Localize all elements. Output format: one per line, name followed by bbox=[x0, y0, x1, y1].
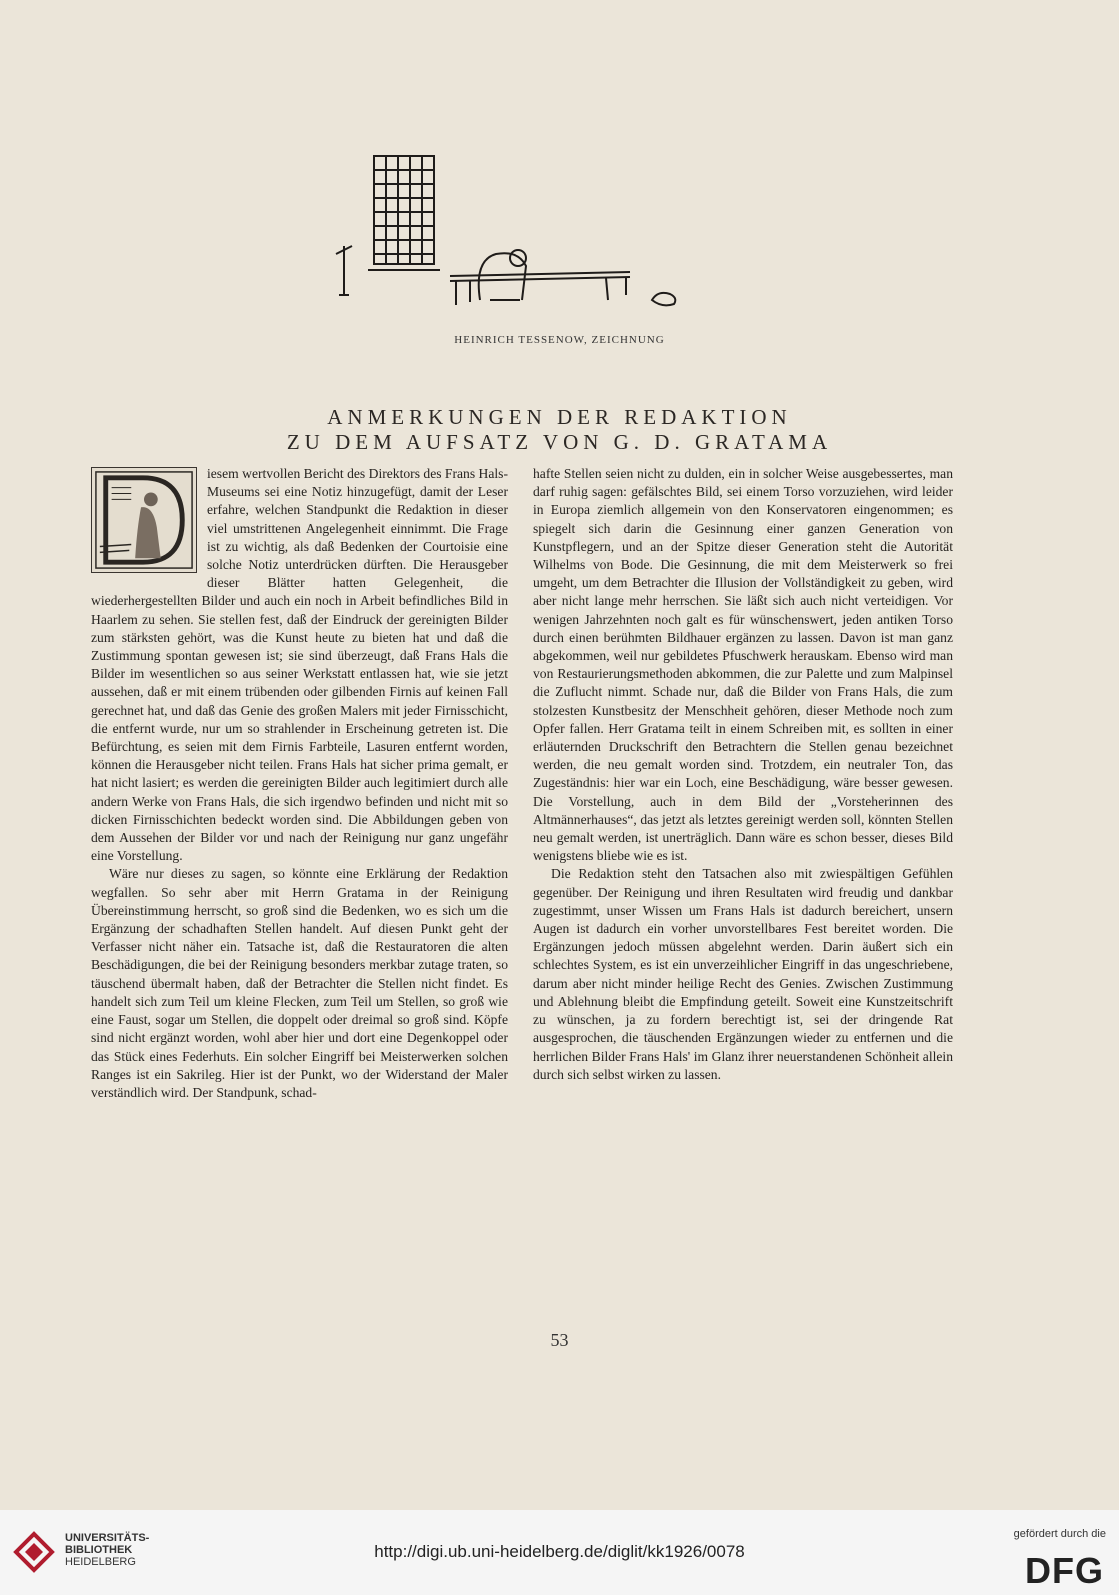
right-column bbox=[533, 465, 953, 1084]
page-number: 53 bbox=[550, 1330, 569, 1350]
funded-by-label: gefördert durch die bbox=[1013, 1528, 1106, 1540]
institution-line3: HEIDELBERG bbox=[65, 1556, 136, 1568]
dfg-logo: DFG bbox=[1025, 1550, 1104, 1591]
article-title-line2: ZU DEM AUFSATZ VON G. D. GRATAMA bbox=[286, 430, 833, 454]
drawing-illustration bbox=[330, 150, 710, 320]
permalink-url[interactable]: http://digi.ub.uni-heidelberg.de/diglit/kk1926/0078 bbox=[374, 1542, 745, 1561]
left-paragraph-1: iesem wertvollen Bericht des Direktors des Frans Hals-Museums sei eine Notiz hinzugefügt, damit der Leser erfahre, welchen Standpunkt die Redaktion in dieser viel umstrittenen Angelegenheit einnimmt. Die Frage ist zu wichtig, als daß Bedenken der Courtoisie eine solche Notiz unterdrücken dürften. Die Herausgeber dieser Blätter hatten Gelegenheit, die wiederhergestellten Bilder und auch ein noch in Arbeit befindliches Bild in Haarlem zu sehen. Sie stellen fest, daß der Eindruck der gereinigten Bilder zum stärksten gehört, was die Kunst heute zu bieten hat und daß die Zustimmung spontan gewesen ist; sie sind überzeugt, daß Frans Hals die Bilder im wesentlichen so aus seiner Werkstatt entlassen hat, wie sie jetzt aussehen, daß er mit einem trübenden oder gilbenden Firnis auf keinen Fall gerechnet hat, und daß das Genie des großen Malers mit jeder Firnisschicht, die entfernt wurde, nur um so strahlender in Erscheinung getreten ist. Die Befürchtung, es seien mit dem Firnis Farbteile, Lasuren entfernt worden, können die Herausgeber nicht teilen. Frans Hals hat sicher prima gemalt, er hat nicht lasiert; es werden die gereinigten Bilder auch legitimiert durch alle andern Werke von Frans Hals, die sich irgendwo befinden und nicht mit so dicken Firnisschichten bedeckt worden sind. Die Abbildungen geben von dem Aussehen der Bilder vor und nach der Reinigung nur ganz ungefähr eine Vorstellung. bbox=[91, 466, 508, 864]
right-paragraph-2: Die Redaktion steht den Tatsachen also mit zwiespältigen Gefühlen gegenüber. Der Reinigung und ihren Resultaten wird freudig und dankbar zugestimmt, unser Wissen um Frans Hals ist dadurch bereichert, unsern Augen ist dadurch ein vorher unvorstellbares Fest bereitet worden. Die Ergänzungen jedoch müssen abgelehnt werden. Darin äußert sich ein schlechtes System, es ist ein unverzeihlicher Eingriff in das ungeschriebene, darum aber nicht minder heilige Recht des Genies. Zwischen Zustimmung und Ablehnung bleibt die Empfindung geteilt. Soweit eine Kunstzeitschrift zu wünschen, ja zu fordern berechtigt ist, sei der dringende Rat ausgesprochen, die täuschenden Ergänzungen wieder zu entfernen und die herrlichen Bilder Frans Hals' im Glanz ihrer neuerstandenen Schönheit allein durch sich selbst wirken zu lassen. bbox=[533, 866, 953, 1082]
left-paragraph-2: Wäre nur dieses zu sagen, so könnte eine Erklärung der Redaktion wegfallen. So sehr aber mit Herrn Gratama in der Reinigung Übereinstimmung herrscht, so groß sind die Bedenken, wo es sich um die Ergänzung der schadhaften Stellen handelt. Auf diesen Punkt geht der Verfasser nicht näher ein. Tatsache ist, daß die Restauratoren die alten Beschädigungen, die bei der Reinigung besonders merkbar zutage traten, so täuschend übermalt haben, daß der Betrachter die Stellen nicht findet. Es handelt sich zum Teil um kleine Flecken, zum Teil um Stellen, so groß wie eine Faust, sogar um Stellen, die doppelt oder dreimal so groß sind. Köpfe sind nicht ergänzt worden, wohl aber hier und dort eine Degenkoppel oder das Stück eines Federhuts. Ein solcher Eingriff bei Meisterwerken solchen Ranges ist ein Sakrileg. Hier ist der Punkt, wo der Widerstand der Maler verständlich wird. Der Standpunk, schad- bbox=[91, 866, 508, 1100]
article-title-line1: ANMERKUNGEN DER REDAKTION bbox=[327, 405, 792, 429]
institution-line1: UNIVERSITÄTS- bbox=[65, 1532, 150, 1544]
right-paragraph-1: hafte Stellen seien nicht zu dulden, ein in solcher Weise ausgebessertes, man darf ruhig sagen: gefälschtes Bild, sei einem Torso vorzuziehen, wird leider in Europa ziemlich allgemein von den Konservatoren eingenommen; es spiegelt sich darin die Gesinnung einer ganzen Generation von Kunstpflegern, und an der Spitze dieser Generation steht die Autorität Wilhelms von Bode. Die Gesinnung, die mit dem Meisterwerk so frei umgeht, um dem Betrachter die Illusion der Vollständigkeit zu geben, wird aber nicht lange mehr herrschen. Sie läßt sich auch nicht verteidigen. Vor wenigen Jahrzehnten noch galt es für wünschenswert, jeden antiken Torso durch einen berühmten Bildhauer ergänzen zu lassen. Davon ist man ganz abgekommen, weil nur gebildetes Pfuschwerk herauskam. Ebenso wird man von Restaurierungsmethoden abkommen, die zur Palette und zum Malpinsel die Zuflucht nimmt. Schade nur, daß die Bilder von Frans Hals, die zum stolzesten Kunstbesitz der Menschheit gehören, dieser Methode noch zum Opfer fallen. Herr Gratama teilt in einem Schreiben mit, es sollten in einer erläuternden Druckschrift den Betrachtern die Stellen genau bezeichnet werden, die neu gemalt worden sind. Trotzdem, ein neutraler Ton, das Zugeständnis: hier war ein Loch, eine Beschädigung, wäre besser gewesen. Die Vorstellung, auch in dem Bild der „Vorsteherinnen des Altmännerhauses“, das jetzt als letztes gereinigt werden soll, könnten Stellen neu gemalt werden, ist unerträglich. Dann wäre es schon besser, dieses Bild wenigstens bliebe wie es ist. bbox=[533, 466, 953, 864]
institution-line2: BIBLIOTHEK bbox=[65, 1544, 133, 1556]
footer-bar bbox=[0, 1510, 1119, 1595]
decorative-initial-d-icon bbox=[91, 467, 197, 573]
left-column bbox=[91, 465, 508, 1102]
illustration-caption: HEINRICH TESSENOW, ZEICHNUNG bbox=[454, 334, 665, 346]
